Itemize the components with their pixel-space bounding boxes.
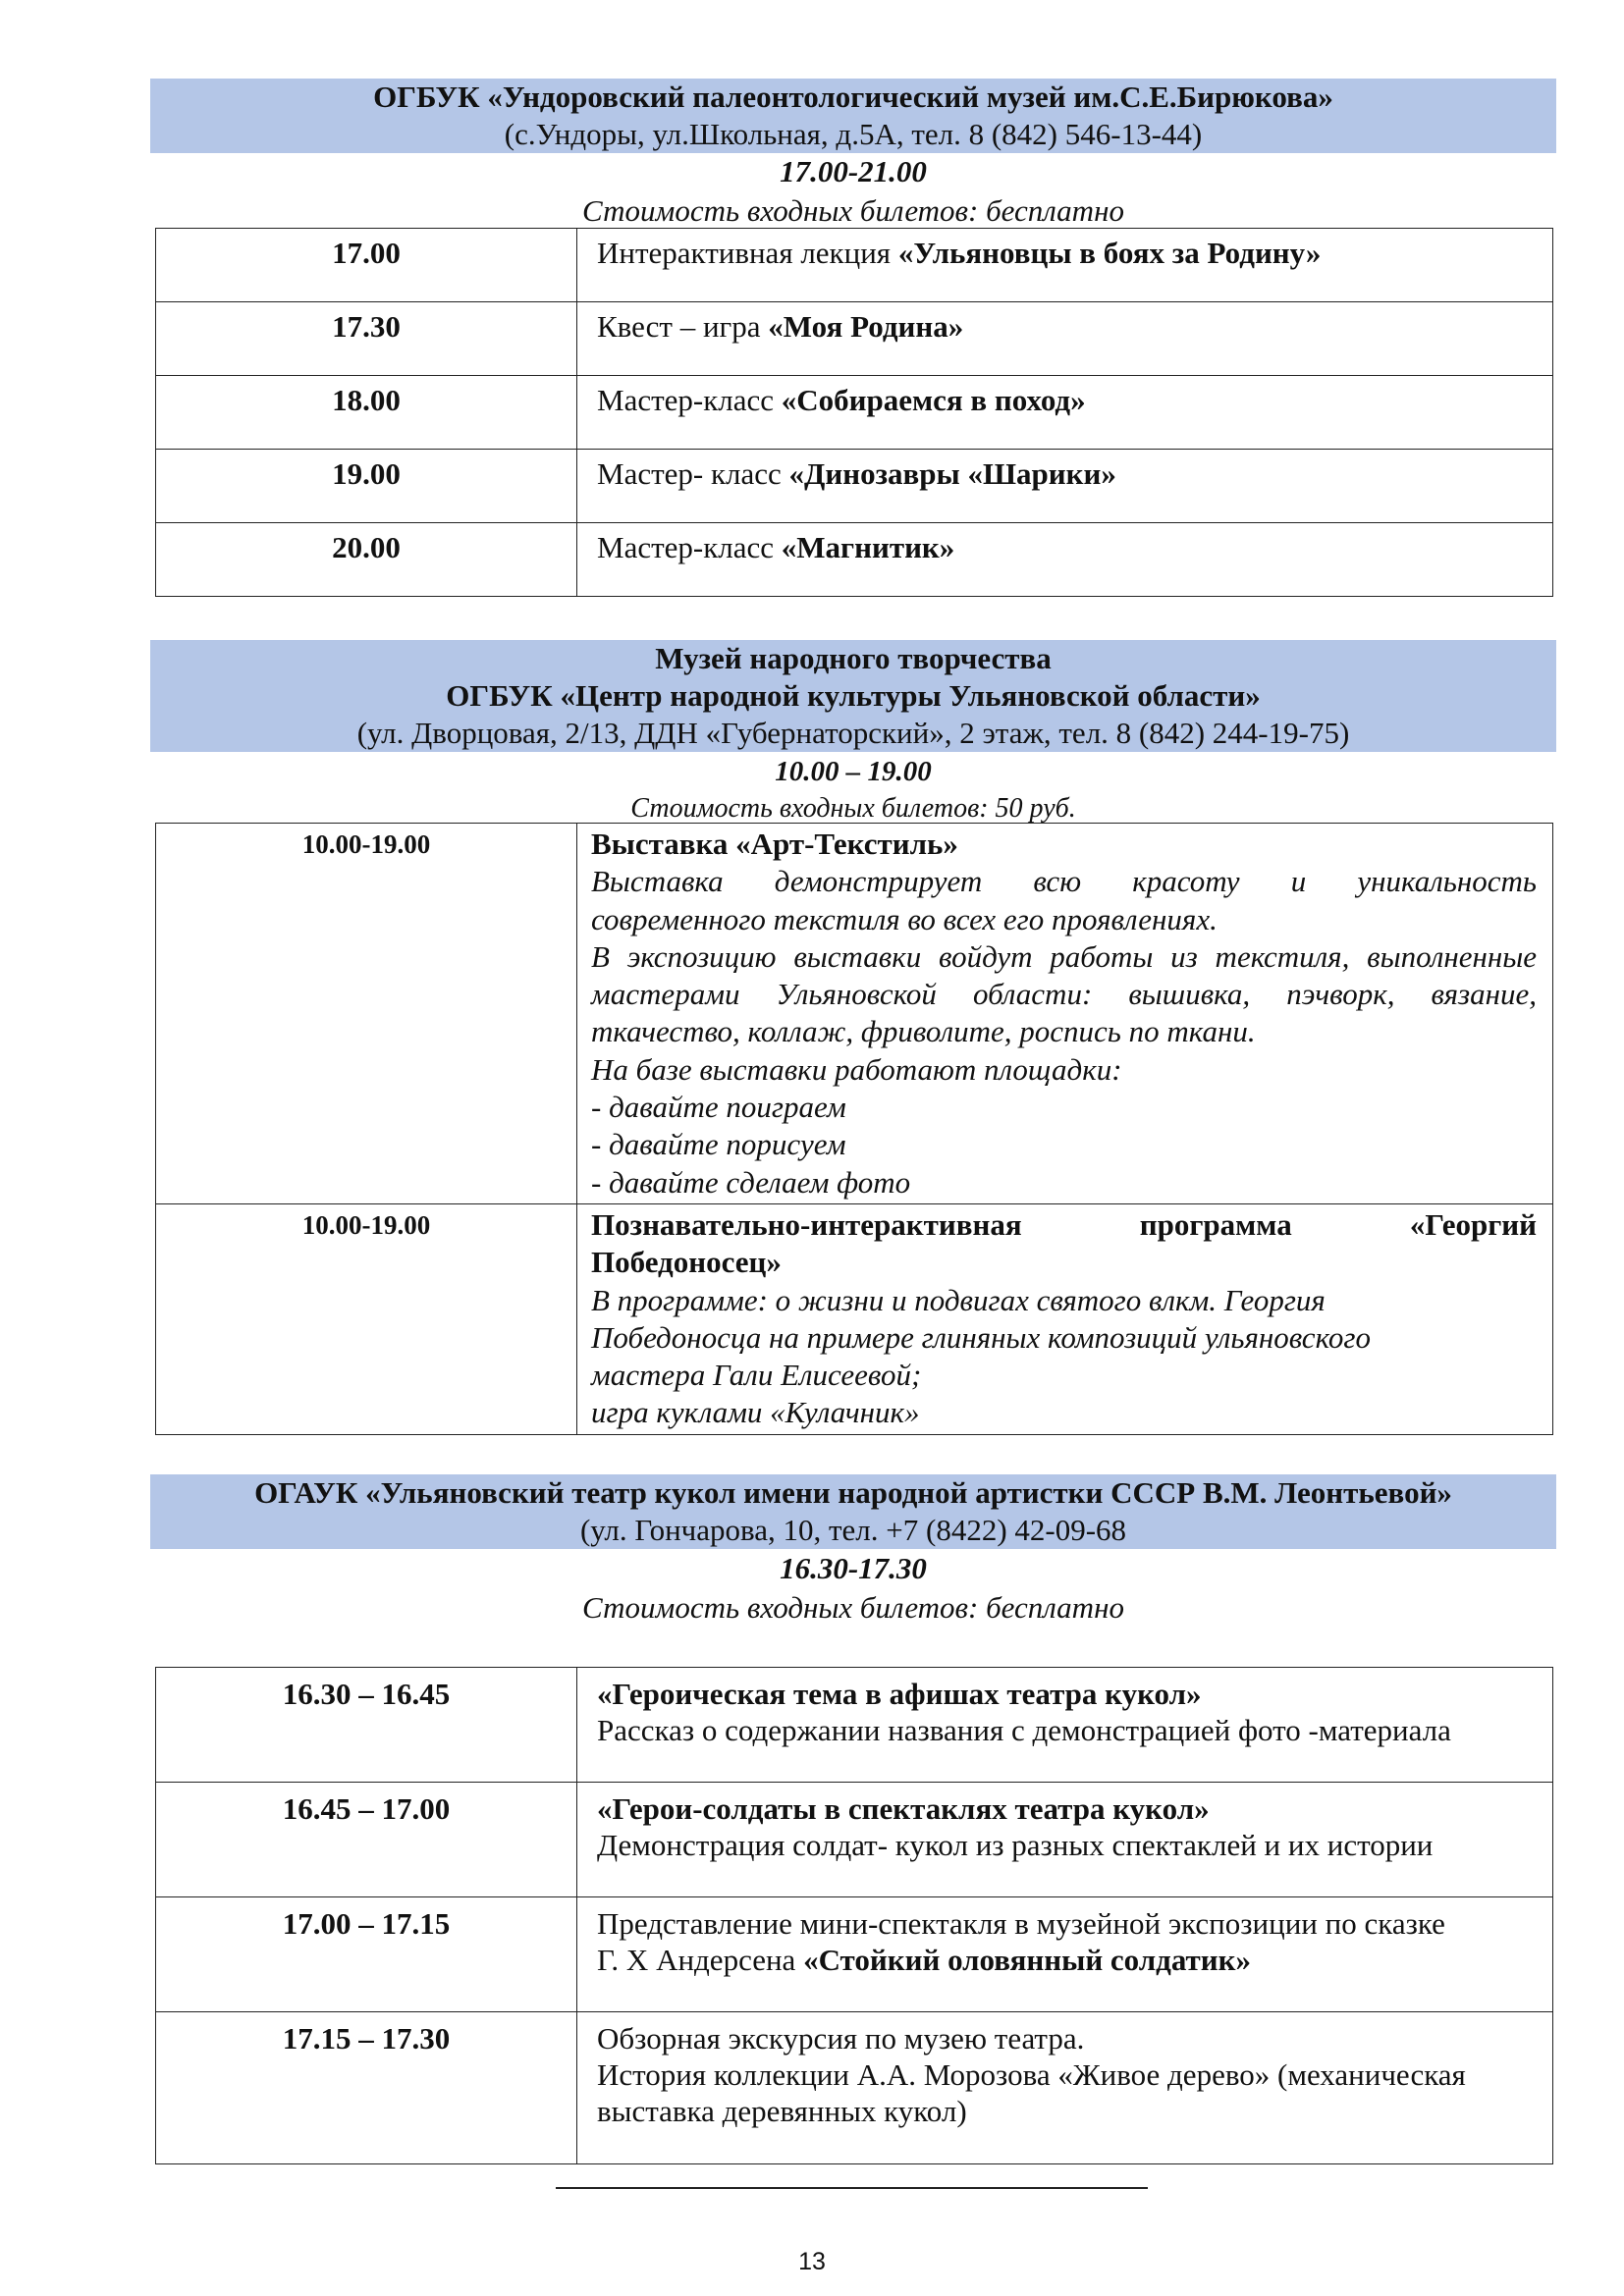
row-description: «Героическая тема в афишах театра кукол» Рассказ о содержании названия с демонстрацией фото -материала — [577, 1668, 1553, 1783]
table-row — [156, 1203, 1553, 1434]
section-1-address: (с.Ундоры, ул.Школьная, д.5А, тел. 8 (842) 546-13-44) — [504, 117, 1203, 151]
section-3-address: (ул. Гончарова, 10, тел. +7 (8422) 42-09-68 — [579, 1513, 1127, 1547]
section-1-price: Стоимость входных билетов: бесплатно — [582, 193, 1124, 228]
row-time: 18.00 — [156, 376, 577, 450]
row-time: 16.30 – 16.45 — [156, 1668, 577, 1783]
row-description: Квест – игра «Моя Родина» — [577, 302, 1553, 376]
table-row — [156, 523, 1553, 597]
row-time: 10.00-19.00 — [156, 1203, 577, 1434]
section-3-header — [150, 1474, 1556, 1549]
row-time: 20.00 — [156, 523, 577, 597]
section-3-price: Стоимость входных билетов: бесплатно — [582, 1590, 1124, 1625]
table-row — [156, 2012, 1553, 2164]
section-2-price: Стоимость входных билетов: 50 руб. — [630, 793, 1076, 824]
section-2-header — [150, 640, 1556, 752]
row-time: 16.45 – 17.00 — [156, 1783, 577, 1897]
table-row — [156, 376, 1553, 450]
row-time: 17.00 — [156, 229, 577, 302]
row-time: 17.00 – 17.15 — [156, 1897, 577, 2012]
row-time: 17.30 — [156, 302, 577, 376]
row-time: 17.15 – 17.30 — [156, 2012, 577, 2164]
section-3-hours: 16.30-17.30 — [780, 1551, 927, 1585]
row-time: 19.00 — [156, 450, 577, 523]
exhibition-title: Выставка «Арт-Текстиль» — [591, 827, 958, 861]
row-description: Представление мини-спектакля в музейной экспозиции по сказке Г. Х Андерсена «Стойкий оловянный солдатик» — [577, 1897, 1553, 2012]
program-title: Познавательно-интерактивная программа «Георгий — [591, 1206, 1537, 1242]
section-1-org: ОГБУК «Ундоровский палеонтологический музей им.С.Е.Бирюкова» — [373, 80, 1333, 114]
section-2-address: (ул. Дворцовая, 2/13, ДДН «Губернаторский», 2 этаж, тел. 8 (842) 244-19-75) — [356, 716, 1350, 750]
section-3-org: ОГАУК «Ульяновский театр кукол имени народной артистки СССР В.М. Леонтьевой» — [254, 1475, 1452, 1510]
section-2-schedule-table — [155, 823, 1553, 1435]
row-description: Интерактивная лекция «Ульяновцы в боях за Родину» — [577, 229, 1553, 302]
row-description: Мастер- класс «Динозавры «Шарики» — [577, 450, 1553, 523]
section-1-schedule-table — [155, 228, 1553, 597]
table-row — [156, 450, 1553, 523]
section-1-header — [150, 79, 1556, 153]
table-row — [156, 824, 1553, 1204]
row-description: Выставка «Арт-Текстиль» Выставка демонстрирует всю красоту и уникальность современного текстиля во всех его проявлениях. В экспозицию выставки войдут работы из текстиля, выполненные мастерами Ульяновской области: вышивка, пэчворк, вязание, ткачество, коллаж, фриволите, роспись по ткани. На базе выставки работают площадки: - давайте поиграем - давайте порисуем - давайте сделаем фото — [577, 824, 1553, 1204]
row-description: Мастер-класс «Собираемся в поход» — [577, 376, 1553, 450]
section-3-schedule-table — [155, 1667, 1553, 2164]
section-2-hours: 10.00 – 19.00 — [775, 756, 932, 787]
section-2-org: ОГБУК «Центр народной культуры Ульяновской области» — [446, 678, 1261, 713]
table-row — [156, 229, 1553, 302]
row-description: «Герои-солдаты в спектаклях театра кукол» Демонстрация солдат- кукол из разных спектаклей и их истории — [577, 1783, 1553, 1897]
section-2-museum: Музей народного творчества — [655, 641, 1052, 675]
row-description: Познавательно-интерактивная программа «Георгий Победоносец» В программе: о жизни и подвигах святого влкм. Георгия Победоносца на примере глиняных композиций ульяновского мастера Гали Елисеевой; игра куклами «Кулачник» — [577, 1203, 1553, 1434]
table-row — [156, 1668, 1553, 1783]
table-row — [156, 1783, 1553, 1897]
row-time: 10.00-19.00 — [156, 824, 577, 1204]
table-row — [156, 1897, 1553, 2012]
section-1-hours: 17.00-21.00 — [780, 154, 927, 188]
table-row — [156, 302, 1553, 376]
row-description: Мастер-класс «Магнитик» — [577, 523, 1553, 597]
footer-divider — [556, 2187, 1148, 2189]
row-description: Обзорная экскурсия по музею театра. История коллекции А.А. Морозова «Живое дерево» (механическая выставка деревянных кукол) — [577, 2012, 1553, 2164]
page-number: 13 — [798, 2248, 826, 2275]
